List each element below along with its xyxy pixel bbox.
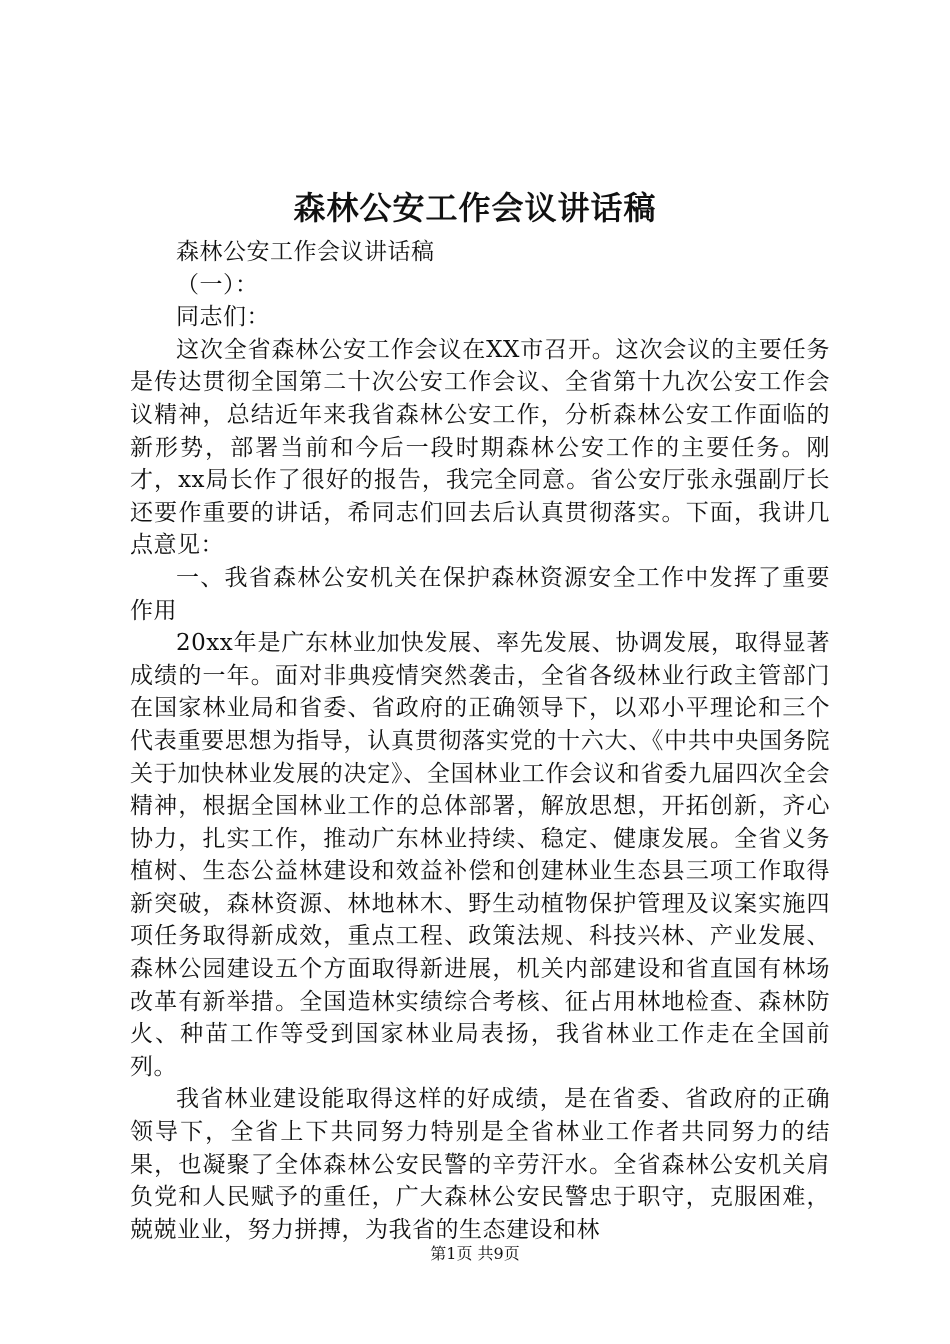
paragraph-conclusion: 我省林业建设能取得这样的好成绩，是在省委、省政府的正确领导下，全省上下共同努力特别是全省林业工作者共同努力的结果，也凝聚了全体森林公安民警的辛劳汗水。全省森林公安机关肩负党和人民赋予的重任，广大森林公安民警忠于职守，克服困难，兢兢业业，努力拼搏，为我省的生态建设和林 xyxy=(130,1086,830,1243)
document-body xyxy=(130,236,830,1246)
paragraph-subtitle: 森林公安工作会议讲话稿 xyxy=(176,239,435,265)
paragraph-salutation: 同志们： xyxy=(176,304,270,331)
page-footer: 第1页 共9页 xyxy=(430,1244,520,1263)
paragraph-heading-one: 一、我省森林公安机关在保护森林资源安全工作中发挥了重要作用 xyxy=(130,564,830,624)
document-title: 森林公安工作会议讲话稿 xyxy=(293,189,657,227)
paragraph-section-number: （一）： xyxy=(176,271,259,298)
paragraph-intro: 这次全省森林公安工作会议在XX市召开。这次会议的主要任务是传达贯彻全国第二十次公安工作会议、全省第十九次公安工作会议精神，总结近年来我省森林公安工作，分析森林公安工作面临的新形势，部署当前和今后一段时期森林公安工作的主要任务。刚才，xx局长作了很好的报告，我完全同意。省公安厅张永强副厅长还要作重要的讲话，希同志们回去后认真贯彻落实。下面，我讲几点意见： xyxy=(130,336,830,559)
paragraph-achievements: 20xx年是广东林业加快发展、率先发展、协调发展，取得显著成绩的一年。面对非典疫情突然袭击，全省各级林业行政主管部门在国家林业局和省委、省政府的正确领导下，以邓小平理论和三个代表重要思想为指导，认真贯彻落实党的十六大、《中共中央国务院关于加快林业发展的决定》、全国林业工作会议和省委九届四次全会精神，根据全国林业工作的总体部署，解放思想，开拓创新，齐心协力，扎实工作，推动广东林业持续、稳定、健康发展。全省义务植树、生态公益林建设和效益补偿和创建林业生态县三项工作取得新突破，森林资源、林地林木、野生动植物保护管理及议案实施四项任务取得新成效，重点工程、政策法规、科技兴林、产业发展、森林公园建设五个方面取得新进展，机关内部建设和省直国有林场改革有新举措。全国造林实绩综合考核、征占用林地检查、森林防火、种苗工作等受到国家林业局表扬，我省林业工作走在全国前列。 xyxy=(130,630,830,1080)
